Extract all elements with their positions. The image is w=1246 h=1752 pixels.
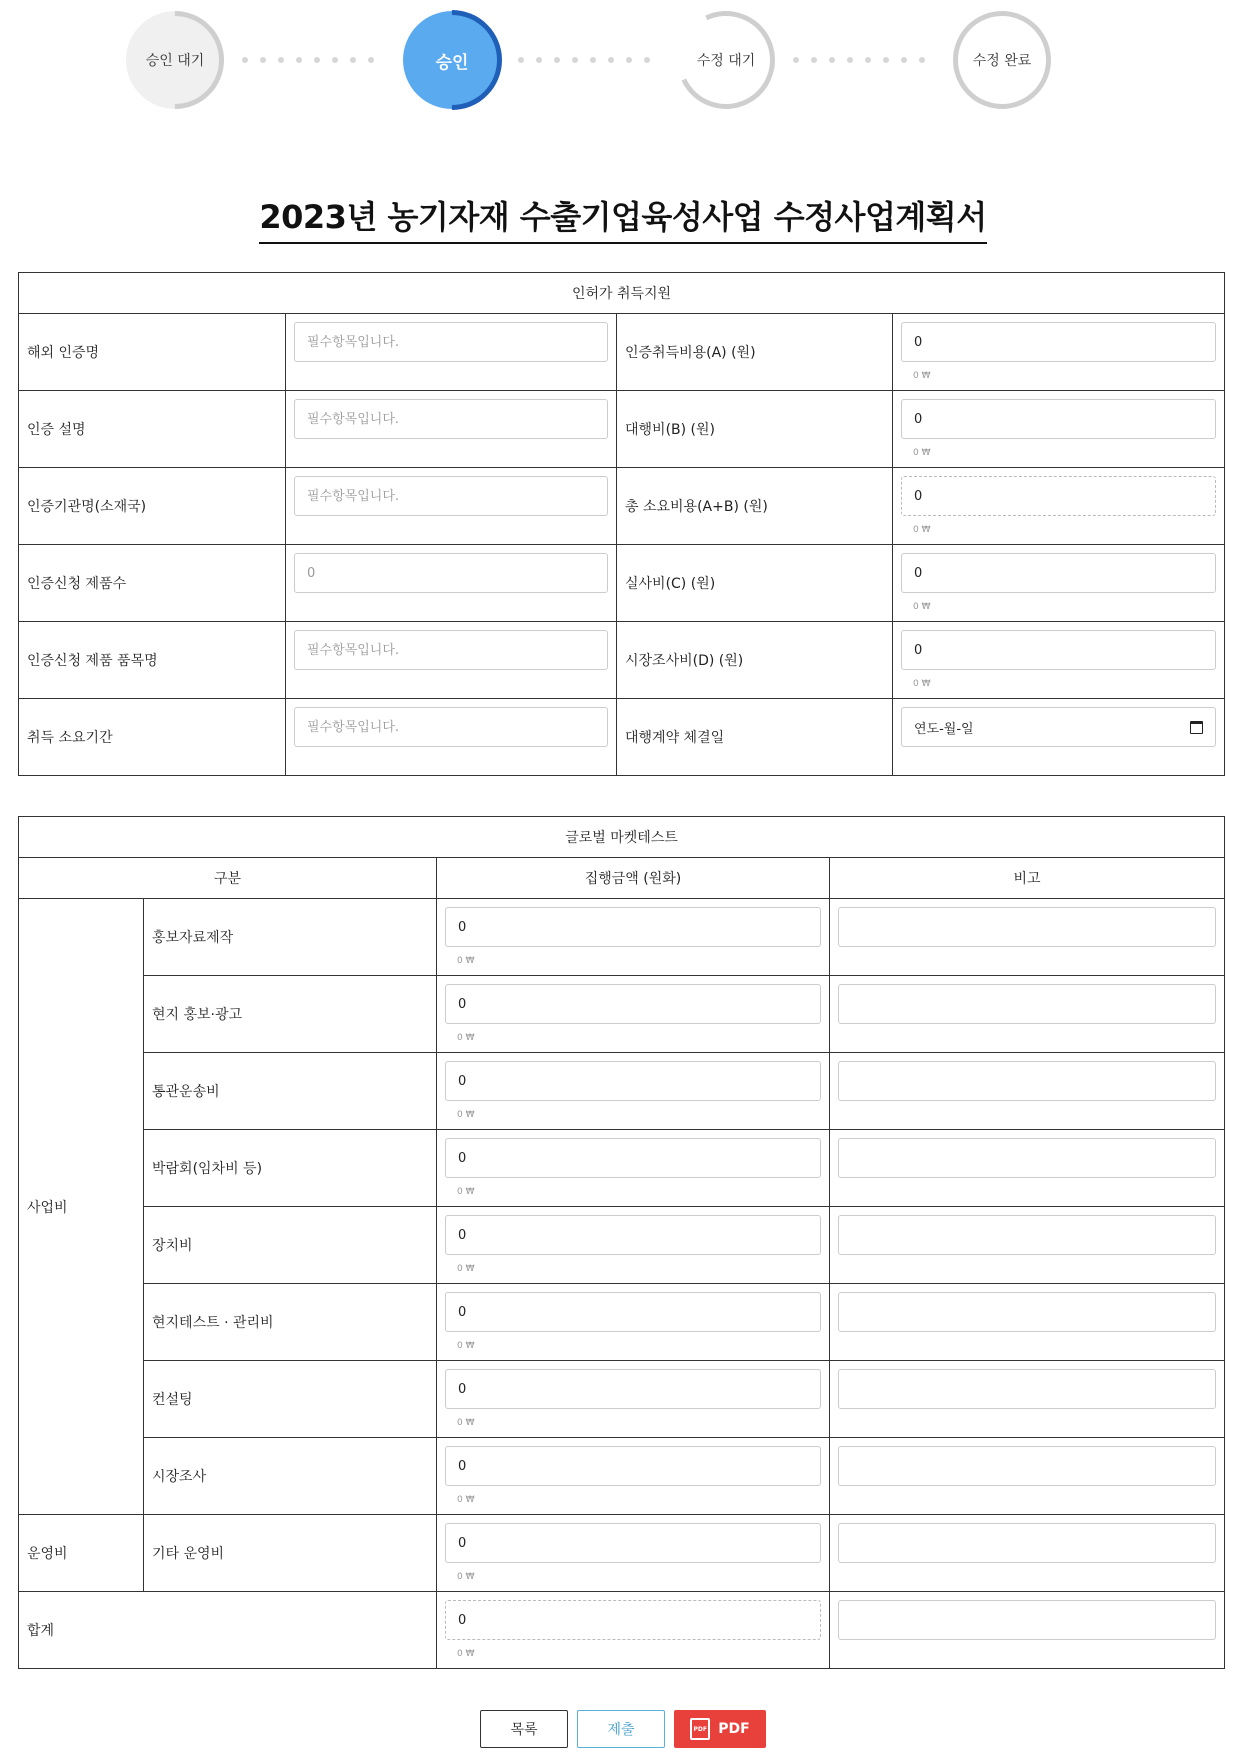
amount-cell	[437, 1361, 830, 1438]
promo-material-amount-input[interactable]	[445, 907, 821, 947]
cert-name-input[interactable]	[294, 322, 608, 362]
item-label: 컨설팅	[144, 1361, 437, 1438]
field-label: 인증취득비용(A) (원)	[617, 314, 893, 391]
amount-cell	[437, 899, 830, 976]
amount-cell	[437, 1592, 830, 1669]
amount-hint: 0 ₩	[913, 371, 931, 381]
note-cell	[830, 976, 1225, 1053]
pdf-button-label: PDF	[718, 1721, 750, 1737]
page-title-wrap	[0, 192, 1246, 244]
inspection-cost-c-input[interactable]	[901, 553, 1216, 593]
table-row	[19, 699, 1225, 776]
field-label: 대행비(B) (원)	[617, 391, 893, 468]
table-row	[19, 622, 1225, 699]
table-row	[19, 314, 1225, 391]
pdf-button[interactable]	[674, 1710, 766, 1748]
amount-hint: 0 ₩	[457, 1264, 475, 1274]
amount-cell	[437, 1438, 830, 1515]
step-connector	[518, 57, 650, 63]
amount-hint: 0 ₩	[457, 1649, 475, 1659]
note-input[interactable]	[838, 1061, 1216, 1101]
field-cell	[893, 391, 1225, 468]
note-cell	[830, 1515, 1225, 1592]
amount-cell	[437, 1053, 830, 1130]
acquisition-period-input[interactable]	[294, 707, 608, 747]
step-label: 수정 완료	[972, 53, 1032, 69]
item-label: 현지 홍보·광고	[144, 976, 437, 1053]
amount-hint: 0 ₩	[913, 448, 931, 458]
field-label: 대행계약 체결일	[617, 699, 893, 776]
item-label: 기타 운영비	[144, 1515, 437, 1592]
table-row	[19, 545, 1225, 622]
amount-hint: 0 ₩	[457, 1341, 475, 1351]
amount-cell	[437, 1284, 830, 1361]
item-label: 장치비	[144, 1207, 437, 1284]
table-row	[19, 1515, 1225, 1592]
note-cell	[830, 1130, 1225, 1207]
equipment-amount-input[interactable]	[445, 1215, 821, 1255]
table-row	[19, 1592, 1225, 1669]
market-table-header: 글로벌 마켓테스트	[19, 817, 1225, 858]
contract-date-input[interactable]	[901, 707, 1216, 747]
amount-cell	[437, 1207, 830, 1284]
calendar-icon[interactable]	[1190, 721, 1203, 734]
step-approved	[403, 11, 501, 109]
table-row	[19, 899, 1225, 976]
note-input[interactable]	[838, 1369, 1216, 1409]
amount-hint: 0 ₩	[457, 1110, 475, 1120]
field-label: 인증 설명	[19, 391, 286, 468]
note-input[interactable]	[838, 1446, 1216, 1486]
amount-hint: 0 ₩	[457, 1572, 475, 1582]
note-input[interactable]	[838, 1138, 1216, 1178]
amount-hint: 0 ₩	[457, 1418, 475, 1428]
field-label: 인증신청 제품 품목명	[19, 622, 286, 699]
step-revision-complete	[953, 11, 1051, 109]
product-count-input[interactable]	[294, 553, 608, 593]
col-header-amount: 집행금액 (원화)	[437, 858, 830, 899]
field-label: 총 소요비용(A+B) (원)	[617, 468, 893, 545]
note-input[interactable]	[838, 907, 1216, 947]
step-label: 승인	[435, 52, 469, 73]
total-label: 합계	[19, 1592, 437, 1669]
field-cell	[286, 622, 617, 699]
other-operation-amount-input[interactable]	[445, 1523, 821, 1563]
step-connector	[793, 57, 925, 63]
field-label: 인증신청 제품수	[19, 545, 286, 622]
field-cell	[893, 468, 1225, 545]
amount-hint: 0 ₩	[457, 956, 475, 966]
table-row	[19, 1438, 1225, 1515]
note-cell	[830, 1284, 1225, 1361]
action-buttons	[0, 1710, 1246, 1748]
table-row	[19, 1207, 1225, 1284]
amount-hint: 0 ₩	[913, 602, 931, 612]
page-title: 2023년 농기자재 수출기업육성사업 수정사업계획서	[259, 192, 986, 244]
field-cell	[893, 545, 1225, 622]
field-cell	[286, 545, 617, 622]
item-label: 박람회(임차비 등)	[144, 1130, 437, 1207]
cert-agency-input[interactable]	[294, 476, 608, 516]
item-label: 현지테스트 · 관리비	[144, 1284, 437, 1361]
step-connector	[242, 57, 374, 63]
total-amount-input	[445, 1600, 821, 1640]
table-row	[19, 1284, 1225, 1361]
table-row	[19, 468, 1225, 545]
col-header-note: 비고	[830, 858, 1225, 899]
cert-cost-a-input[interactable]	[901, 322, 1216, 362]
amount-cell	[437, 1515, 830, 1592]
item-label: 홍보자료제작	[144, 899, 437, 976]
date-placeholder: 연도-월-일	[914, 721, 974, 737]
total-cost-ab-input	[901, 476, 1216, 516]
field-label: 인증기관명(소재국)	[19, 468, 286, 545]
amount-hint: 0 ₩	[913, 679, 931, 689]
table-row	[19, 1130, 1225, 1207]
note-input[interactable]	[838, 1600, 1216, 1640]
amount-cell	[437, 1130, 830, 1207]
table-row	[19, 1361, 1225, 1438]
item-label: 통관운송비	[144, 1053, 437, 1130]
field-label: 해외 인증명	[19, 314, 286, 391]
note-cell	[830, 1592, 1225, 1669]
market-research-cost-d-input[interactable]	[901, 630, 1216, 670]
note-cell	[830, 899, 1225, 976]
step-label: 승인 대기	[145, 53, 205, 69]
note-cell	[830, 1361, 1225, 1438]
amount-cell	[437, 976, 830, 1053]
approval-stepper	[0, 0, 1246, 120]
field-cell	[286, 699, 617, 776]
agency-fee-b-input[interactable]	[901, 399, 1216, 439]
field-cell	[893, 699, 1225, 776]
submit-button[interactable]: 제출	[577, 1710, 665, 1748]
item-label: 시장조사	[144, 1438, 437, 1515]
step-pending-revision	[677, 11, 775, 109]
permit-table-header: 인허가 취득지원	[19, 273, 1225, 314]
amount-hint: 0 ₩	[913, 525, 931, 535]
note-input[interactable]	[838, 1292, 1216, 1332]
field-label: 실사비(C) (원)	[617, 545, 893, 622]
amount-hint: 0 ₩	[457, 1187, 475, 1197]
col-header-category: 구분	[19, 858, 437, 899]
table-row	[19, 976, 1225, 1053]
note-cell	[830, 1207, 1225, 1284]
table-row	[19, 1053, 1225, 1130]
field-cell	[286, 391, 617, 468]
note-input[interactable]	[838, 984, 1216, 1024]
product-item-name-input[interactable]	[294, 630, 608, 670]
table-row	[19, 391, 1225, 468]
amount-hint: 0 ₩	[457, 1495, 475, 1505]
note-cell	[830, 1053, 1225, 1130]
field-label: 시장조사비(D) (원)	[617, 622, 893, 699]
step-pending-approval	[126, 11, 224, 109]
cert-description-input[interactable]	[294, 399, 608, 439]
field-cell	[893, 622, 1225, 699]
note-input[interactable]	[838, 1523, 1216, 1563]
customs-shipping-amount-input[interactable]	[445, 1061, 821, 1101]
group-label-operation: 운영비	[19, 1515, 144, 1592]
expo-amount-input[interactable]	[445, 1138, 821, 1178]
list-button[interactable]: 목록	[480, 1710, 568, 1748]
field-cell	[893, 314, 1225, 391]
permit-support-table	[18, 272, 1225, 776]
note-input[interactable]	[838, 1215, 1216, 1255]
market-research-amount-input[interactable]	[445, 1446, 821, 1486]
step-label: 수정 대기	[696, 53, 756, 69]
consulting-amount-input[interactable]	[445, 1369, 821, 1409]
note-cell	[830, 1438, 1225, 1515]
field-cell	[286, 468, 617, 545]
amount-hint: 0 ₩	[457, 1033, 475, 1043]
local-test-amount-input[interactable]	[445, 1292, 821, 1332]
group-label-business: 사업비	[19, 899, 144, 1515]
local-ad-amount-input[interactable]	[445, 984, 821, 1024]
market-test-table	[18, 816, 1225, 1669]
field-label: 취득 소요기간	[19, 699, 286, 776]
pdf-file-icon: PDF	[690, 1718, 710, 1740]
field-cell	[286, 314, 617, 391]
